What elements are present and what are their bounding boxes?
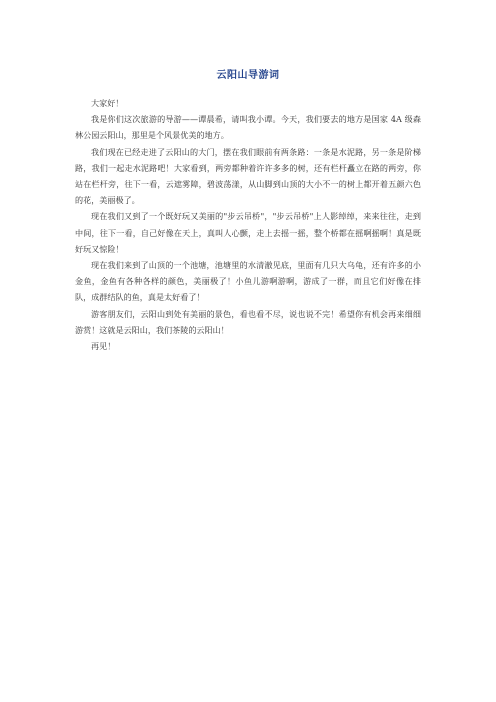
- paragraph-introduction: 我是你们这次旅游的导游——谭晨希，请叫我小谭。今天，我们要去的地方是国家 4A 级森林公园云阳山，那里是个风景优美的地方。: [75, 114, 421, 141]
- document-body: [75, 95, 421, 354]
- paragraph-farewell: 再见！: [91, 341, 116, 352]
- document-title: 云阳山导游词: [216, 70, 280, 81]
- paragraph-greeting: 大家好！: [91, 98, 124, 108]
- paragraph-closing: 游客朋友们，云阳山到处有美丽的景色，看也看不尽，说也说不完！希望你有机会再来细细游赏！这就是云阳山，我们茶陵的云阳山！: [75, 308, 421, 335]
- paragraph-entrance: 我们现在已经走进了云阳山的大门，摆在我们眼前有两条路：一条是水泥路，另一条是阶梯路，我们一起走水泥路吧！大家看到，两旁都种着许许多多的树，还有栏杆矗立在路的两旁，你站在栏杆旁，往下一看，云遮雾障，碧波荡漾，从山脚到山顶的大小不一的树上都开着五颜六色的花，美丽极了。: [75, 146, 421, 206]
- paragraph-summit-pond: 现在我们来到了山顶的一个池塘，池塘里的水清澈见底，里面有几只大乌龟，还有许多的小金鱼，金鱼有各种各样的颜色，美丽极了！小鱼儿游啊游啊，游成了一群，而且它们好像在排队，成群结队的鱼，真是太好看了！: [75, 260, 421, 303]
- paragraph-suspension-bridge: 现在我们又到了一个既好玩又美丽的"步云吊桥"，"步云吊桥"上人影绰绰，来来往往，走到中间，往下一看，自己好像在天上，真叫人心颤，走上去摇一摇，整个桥都在摇啊摇啊！真是既好玩又惊险！: [75, 211, 421, 254]
